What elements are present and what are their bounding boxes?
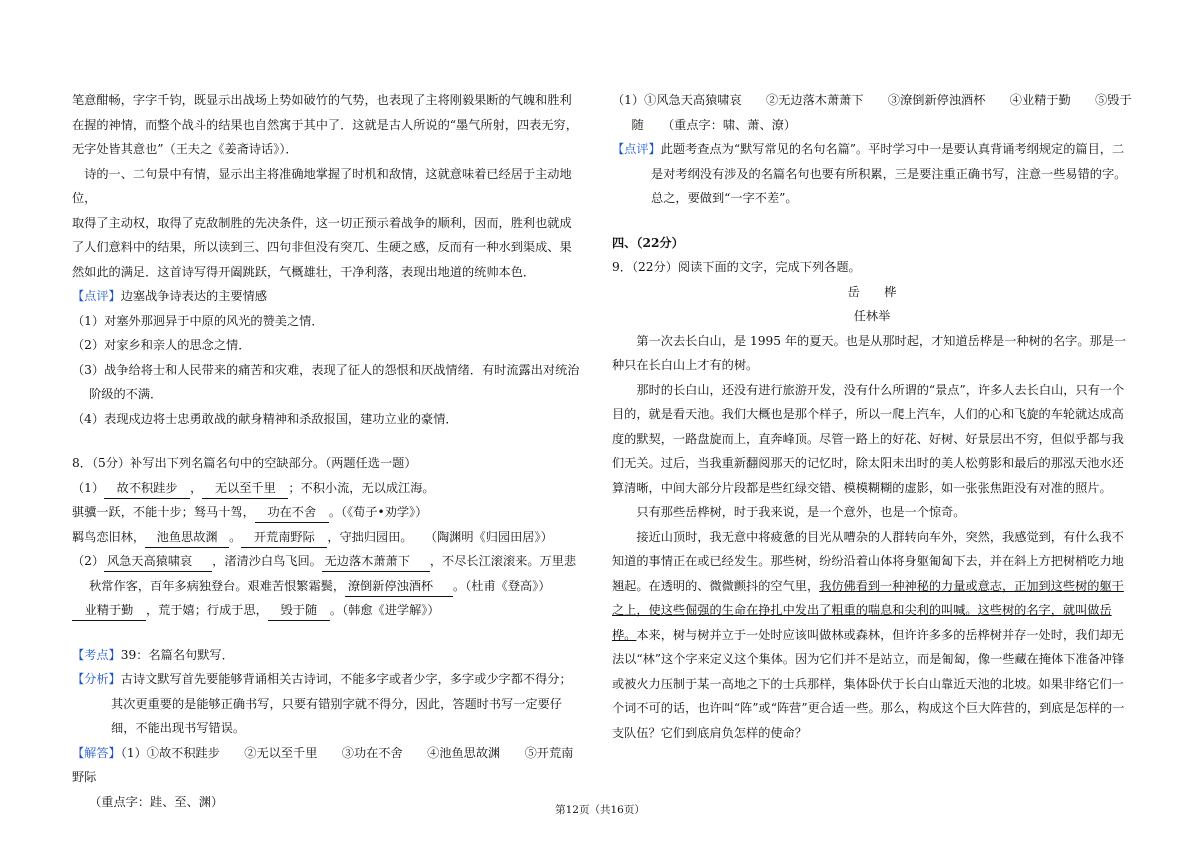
article-paragraph-2: 那时的长白山，还没有进行旅游开发，没有什么所谓的“景点”，许多人去长白山，只有一个目的，就是看天池。我们大概也是那个样子，所以一爬上汽车，人们的心和飞旋的车轮就达成高度的默契，一路盘旋而上，直奔峰顶。尽管一路上的好花、好树、好景层出不穷，但似乎都与我们无关。过后，当我重新翻阅那天的记忆时，除太阳未出时的美人松剪影和最后的那泓天池水还算清晰，中间大部分片段都是些红绿交错、模模糊糊的虚影，如一张张焦距没有对准的照片。 <box>612 382 1125 495</box>
emotion-item-1: （1）对塞外那迥异于中原的风光的赞美之情． <box>72 313 324 328</box>
knowledge-point-line: 【考点】39：名篇名句默写． <box>72 647 234 662</box>
comment-tag: 【点评】 <box>612 142 661 156</box>
section-heading: 四、（22分） <box>612 235 684 250</box>
answer-blank: 潦倒新停浊酒杯 <box>345 577 453 597</box>
q8-line-2: 骐骥一跃，不能十步；驽马十驾， 功在不舍 。（《荀子•劝学》） <box>72 500 580 525</box>
article-title: 岳 桦 <box>847 284 897 299</box>
answer-blank: 毁于随 <box>268 601 330 621</box>
question-9-heading: 9．（22分）阅读下面的文字，完成下列各题。 <box>612 260 861 274</box>
para-analysis-2: 诗的一、二句景中有情，显示出主将准确地掌握了时机和敌情，这就意味着已经居于主动地位， 取得了主动权，取得了克敌制胜的先决条件，这一切正预示着战争的顺利，因而，胜利也就成 了人们意料中的结果，所以读到三、四句非但没有突兀、生硬之感，反而有一种水到渠成、果 然如此的满足．这首诗写得开阖跳跃，气概雄壮，干净利落，表现出地道的统帅本色． <box>72 166 572 279</box>
answer-blank: 开荒南野际 <box>241 528 327 548</box>
comment-line-right: 【点评】此题考查点为“默写常见的名句名篇”。平时学习中一是要认真背诵考纲规定的篇目，二是对考纲没有涉及的名篇名句也要有所积累，三是要注重正确书写，注意一些易错的字。总之，要做到“一字不差”。 <box>612 142 1127 205</box>
answer-blank: 业精于勤 <box>72 601 146 621</box>
article-paragraph-4: 接近山顶时，我无意中将疲惫的目光从嘈杂的人群转向车外，突然，我感觉到，有什么我不知道的事情正在或已经发生。那些树，纷纷沿着山体将身躯匍匐下去，并在斜上方把树梢吃力地翘起。在透明的、微微颤抖的空气里，我仿佛看到一种神秘的力量或意志，正加到这些树的躯干之上，使这些倔强的生命在挣扎中发出了粗重的喘息和尖利的叫喊。这些树的名字，就叫做岳桦。本来，树与树并立于一处时应该叫做林或森林，但许许多多的岳桦树并存一处时，我们却无法以“林”这个字来定义这个集体。因为它们并不是站立，而是匍匐，像一些藏在掩体下准备冲锋或被火力压制于某一高地之下的士兵那样，集体卧伏于长白山靠近天池的北坡。如果非络它们一个词不可的话，也许叫“阵”或“阵营”更合适一些。那么，构成这个巨大阵营的，到底是怎样的一支队伍？它们到底肩负怎样的使命？ <box>612 529 1125 740</box>
emotion-item-2: （2）对家乡和亲人的思念之情． <box>72 338 251 352</box>
comment-tag: 【点评】 <box>72 289 121 303</box>
underlined-sentence: 我仿佛看到一种神秘的力量或意志，正加到这些树的躯干之上，使这些倔强的生命在挣扎中发出了粗重的喘息和尖利的叫喊。这些树的名字，就叫做岳桦。 <box>612 578 1124 642</box>
para-analysis-1: 笔意酣畅，字字千钧，既显示出战场上势如破竹的气势，也表现了主将刚毅果断的气魄和胜利 在握的神情，而整个战斗的结果也自然寓于其中了．这就是古人所说的“墨气所射，四表无穷， 无字处皆其意也”（王夫之《姜斋诗话》）． <box>72 93 578 156</box>
answer-blank: 无以至千里 <box>202 479 288 499</box>
analysis-tag: 【分析】 <box>72 672 121 686</box>
analysis-line: 【分析】古诗文默写首先要能够背诵相关古诗词，不能多字或者少字，多字或少字都不得分；其次更重要的是能够正确书写，只要有错别字就不得分，因此，答题时书写一定要仔细，不能出现书写错误。 <box>72 672 572 735</box>
q8-line-4: （2） 风急天高猿啸哀 ，渚清沙白鸟飞回。 无边落木萧萧下 ，不尽长江滚滚来。万里悲秋常作客，百年多病独登台。艰难苦恨繁霜鬓， 潦倒新停浊酒杯 。（杜甫《登高》） <box>72 549 580 598</box>
question-8-heading: 8．（5分）补写出下列名篇名句中的空缺部分。（两题任选一题） <box>72 456 417 470</box>
answer-continued: （1）①风急天高猿啸哀 ②无边落木萧萧下 ③潦倒新停浊酒杯 ④业精于勤 ⑤毁于 随 （重点字：啸、萧、潦） <box>612 93 1132 132</box>
emotion-item-3: （3）战争给将士和人民带来的痛苦和灾难，表现了征人的怨恨和厌战情绪．有时流露出对统治阶级的不满． <box>72 362 580 401</box>
answer-line: 【解答】（1）①故不积跬步 ②无以至千里 ③功在不舍 ④池鱼思故渊 ⑤开荒南野际 （重点字：跬、至、渊） <box>72 745 574 809</box>
left-column <box>72 88 580 814</box>
comment-line: 【点评】边塞战争诗表达的主要情感 <box>72 289 267 303</box>
article-paragraph-1: 第一次去长白山，是 1995 年的夏天。也是从那时起，才知道岳桦是一种树的名字。那是一种只在长白山上才有的树。 <box>612 333 1127 372</box>
article-paragraph-3: 只有那些岳桦树，时于我来说，是一个意外，也是一个惊奇。 <box>636 505 966 519</box>
emotion-item-4: （4）表现戍边将士忠勇敢战的献身精神和杀敌报国，建功立业的豪情． <box>72 411 458 426</box>
q8-line-5: 业精于勤 ，荒于嬉；行成于思， 毁于随 。（韩愈《进学解》） <box>72 598 580 623</box>
q8-line-3: 羁鸟恋旧林， 池鱼思故渊 。 开荒南野际 ，守拙归园田。 （陶渊明《归园田居》） <box>72 525 580 550</box>
answer-blank: 故不积跬步 <box>104 479 190 499</box>
answer-blank: 风急天高猿啸哀 <box>104 552 212 572</box>
answer-blank: 池鱼思故渊 <box>145 528 229 548</box>
page-number: 第12页（共16页） <box>555 804 645 816</box>
answer-blank: 无边落木萧萧下 <box>322 552 430 572</box>
answer-blank: 功在不舍 <box>255 503 329 523</box>
article-author: 任林举 <box>853 309 891 323</box>
right-column <box>612 88 1132 745</box>
q8-line-1: （1） 故不积跬步 ， 无以至千里 ；不积小流，无以成江海。 <box>72 476 580 501</box>
answer-tag: 【解答】 <box>72 745 121 760</box>
knowledge-point-tag: 【考点】 <box>72 647 121 662</box>
